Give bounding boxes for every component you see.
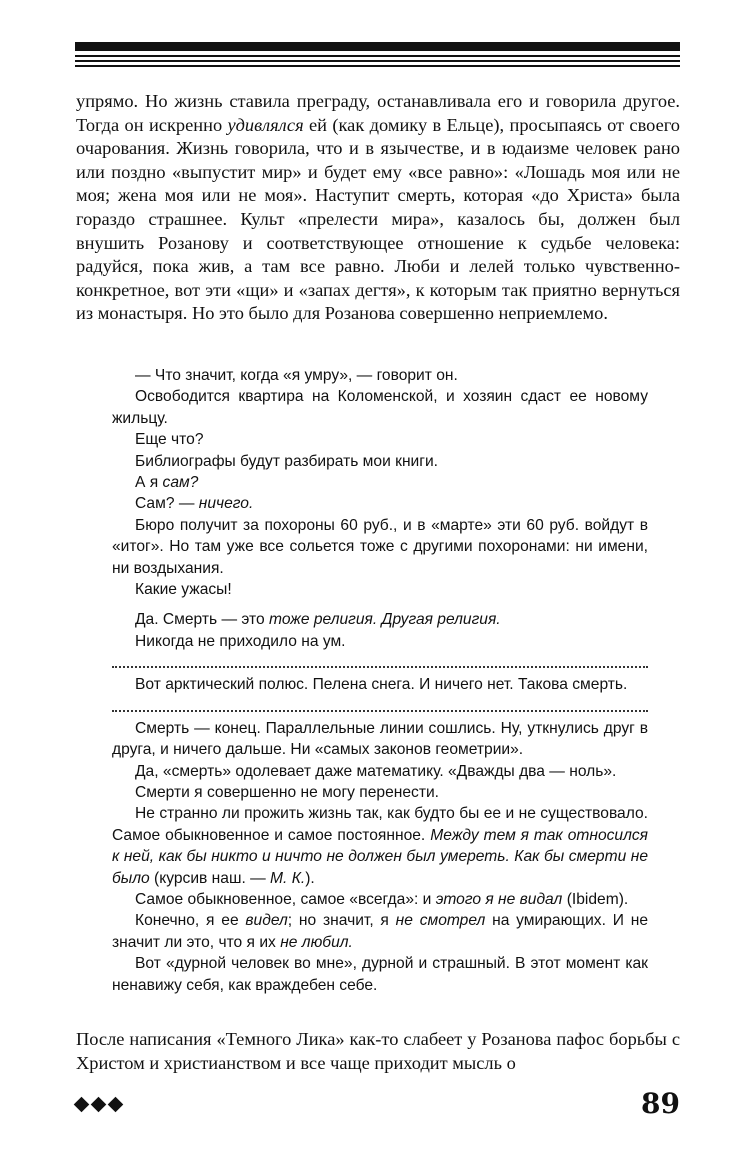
quote-line: Какие ужасы!: [135, 581, 232, 599]
body-paragraph-top: [76, 90, 680, 326]
italic-run: ничего.: [198, 495, 254, 513]
quote-line: Освободится квартира на Коломенской, и хозяин сдаст ее новому жильцу.: [112, 388, 648, 427]
page-footer: [76, 1087, 680, 1129]
quote-line: [112, 493, 648, 514]
text-run: ; но значит, я: [287, 912, 396, 930]
quote-line: Еще что?: [135, 431, 204, 449]
italic-run: этого я не видал: [435, 890, 563, 908]
text-run: Не странно ли прожить жизнь так, как будто бы ее и не существовало. Самое обыкновенное и самое постоянное.: [112, 805, 648, 844]
quote-line: Да, «смерть» одолевает даже математику. «Дважды два — ноль».: [135, 762, 617, 780]
header-rule-thick: [75, 42, 680, 51]
text-run: Да. Смерть — это: [135, 611, 269, 629]
italic-run: не смотрел: [395, 912, 486, 930]
dotted-separator: [112, 658, 648, 668]
header-rule-thin-2: [75, 60, 680, 62]
quote-line: Бюро получит за похороны 60 руб., и в «марте» эти 60 руб. войдут в «итог». Но там уже все сольется тоже с другими похоронами: ни имени, ни воздыхания.: [112, 516, 648, 577]
header-rule-thin-3: [75, 65, 680, 67]
dotted-separator: [112, 702, 648, 712]
quote-line: Вот «дурной человек во мне», дурной и страшный. В этот момент как ненавижу себя, как враждебен себе.: [112, 955, 648, 994]
italic-run: М. К.: [270, 869, 306, 887]
quote-line: [112, 472, 648, 493]
header-rule-thin-1: [75, 55, 680, 57]
quote-line: — Что значит, когда «я умру», — говорит он.: [135, 367, 458, 384]
paragraph-text: После написания «Темного Лика» как-то слабеет у Розанова пафос борьбы с Христом и христианством и все чаще приходит мысль о: [76, 1029, 680, 1073]
quote-line: Смерти я совершенно не могу перенести.: [135, 783, 440, 801]
body-paragraph-bottom: [76, 1028, 680, 1075]
text-run: на умирающих. И не значит ли это, что я их: [112, 912, 648, 951]
quote-line: Библиографы будут разбирать мои книги.: [135, 452, 438, 470]
quote-line: [112, 609, 648, 630]
text-run: Конечно, я ее: [135, 912, 246, 930]
quote-line: Вот арктический полюс. Пелена снега. И ничего нет. Такова смерть.: [135, 676, 628, 694]
text-run: (курсив наш. —: [149, 869, 271, 887]
quote-line: [112, 910, 648, 953]
italic-run: видел: [245, 912, 288, 930]
text-run: (Ibidem).: [562, 890, 629, 908]
quote-line: [112, 803, 648, 889]
italic-run: сам?: [162, 474, 199, 492]
diamond-icon: [91, 1097, 107, 1113]
quote-line: Никогда не приходило на ум.: [135, 632, 346, 650]
italic-run: удивлялся: [227, 114, 304, 135]
quote-line: Смерть — конец. Параллельные линии сошлись. Ну, уткнулись друг в друга, и ничего дальше. Ни «самых законов геометрии».: [112, 719, 648, 759]
italic-run: тоже религия. Другая религия.: [269, 611, 501, 629]
diamond-icon: [74, 1097, 90, 1113]
quotation-block: [112, 365, 648, 996]
text-run: Сам? —: [135, 495, 199, 513]
text-run: Самое обыкновенное, самое «всегда»: и: [135, 890, 436, 908]
text-run: ).: [305, 869, 315, 887]
text-run: упрямо. Но жизнь ставила преграду, останавливала его и говорила другое. Тогда он искренно: [76, 91, 680, 135]
italic-run: Между тем я так относился к ней, как бы никто и ничто не должен был умереть. Как бы смерти не было: [112, 826, 649, 887]
page-number: 89: [641, 1087, 680, 1120]
text-run: А я: [135, 474, 163, 492]
ornament: [76, 1099, 125, 1110]
italic-run: не любил.: [280, 933, 353, 951]
text-run: ей (как домику в Ельце), просыпаясь от своего очарования. Жизнь говорила, что и в язычестве, и в юдаизме человек рано или поздно «выпустит мир» и будет ему «все равно»: «Лошадь моя или не моя; жена моя или не моя». Наступит смерть, которая «до Христа» была гораздо страшнее. Культ «прелести мира», казалось бы, должен был внушить Розанову и соответствующее отношение к судьбе человека: радуйся, пока жив, а там все равно. Люби и лелей только чувственно-конкретное, вот эти «щи» и «запах дегтя», к которым так приятно вернуться из монастыря. Но это было для Розанова совершенно неприемлемо.: [76, 114, 681, 324]
diamond-icon: [108, 1097, 124, 1113]
quote-line: [112, 889, 648, 910]
